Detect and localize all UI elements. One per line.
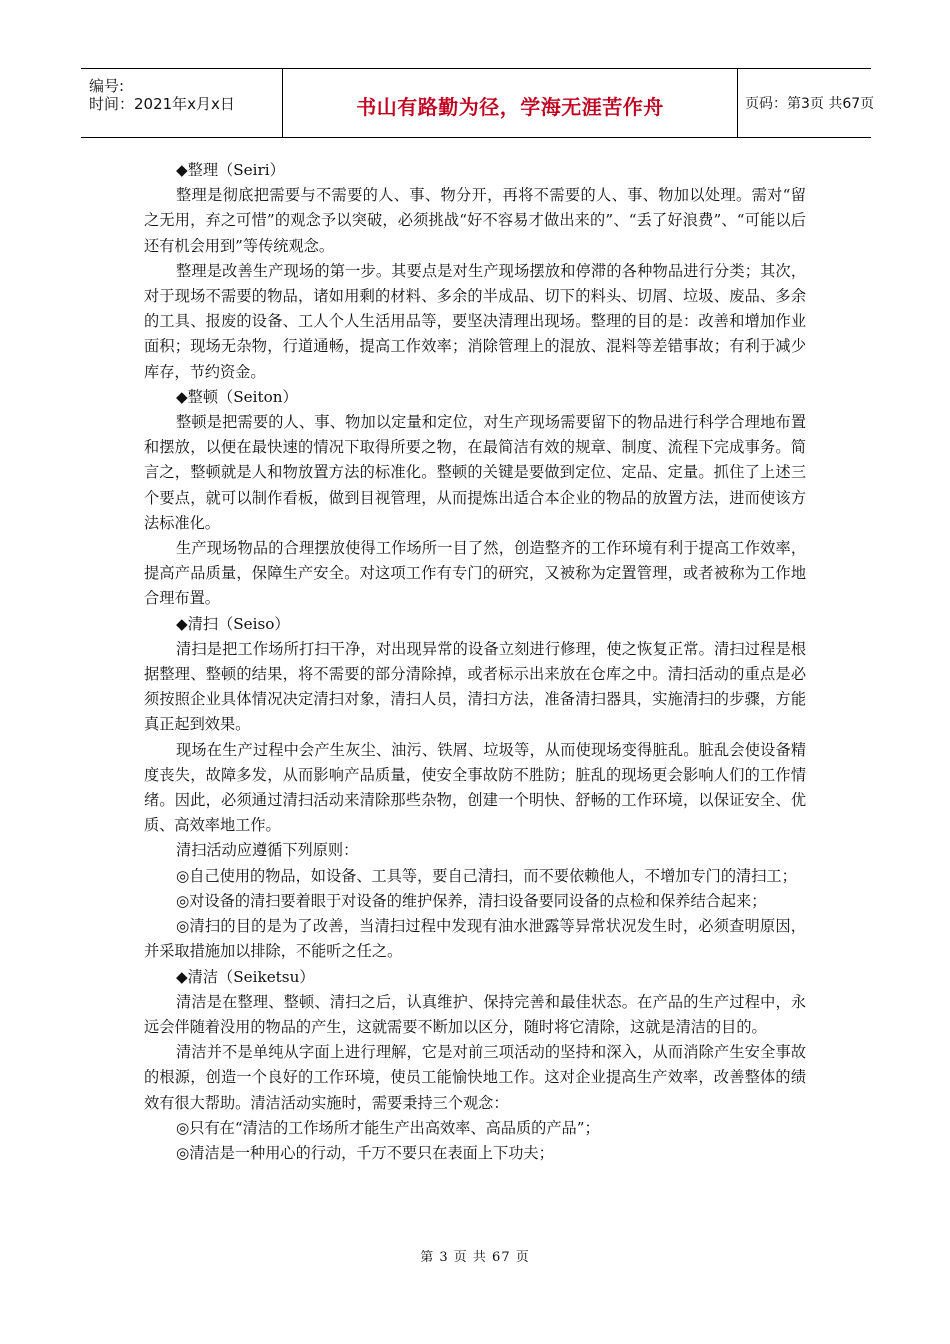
body-paragraph: ◎自己使用的物品，如设备、工具等，要自己清扫，而不要依赖他人，不增加专门的清扫工；	[176, 866, 797, 885]
section-heading: ◆整顿（Seiton）	[176, 387, 298, 406]
document-body	[144, 158, 806, 1166]
header-page-info: 页码：第3页 共67页	[745, 96, 875, 112]
body-paragraph: 现场在生产过程中会产生灰尘、油污、铁屑、垃圾等，从而使现场变得脏乱。脏乱会使设备精度丧失，故障多发，从而影响产品质量，使安全事故防不胜防；脏乱的现场更会影响人们的工作情绪。因此，必须通过清扫活动来清除那些杂物，创建一个明快、舒畅的工作环境，以保证安全、优质、高效率地工作。	[144, 740, 806, 835]
page-header	[81, 68, 875, 138]
body-paragraph: ◎只有在“清洁的工作场所才能生产出高效率、高品质的产品”；	[176, 1118, 600, 1137]
body-paragraph: ◎清扫的目的是为了改善，当清扫过程中发现有油水泄露等异常状况发生时，必须查明原因，并采取措施加以排除，不能听之任之。	[144, 917, 806, 961]
body-paragraph: 整理是彻底把需要与不需要的人、事、物分开，再将不需要的人、事、物加以处理。需对“留之无用，弃之可惜”的观念予以突破，必须挑战“好不容易才做出来的”、“丢了好浪费”、“可能以后还有机会用到”等传统观念。	[144, 186, 806, 255]
body-paragraph: 整理是改善生产现场的第一步。其要点是对生产现场摆放和停滞的各种物品进行分类；其次，对于现场不需要的物品，诸如用剩的材料、多余的半成品、切下的料头、切屑、垃圾、废品、多余的工具、报废的设备、工人个人生活用品等，要坚决清理出现场。整理的目的是：改善和增加作业面积；现场无杂物，行道通畅，提高工作效率；消除管理上的混放、混料等差错事故；有利于减少库存，节约资金。	[144, 261, 806, 381]
body-paragraph: 清扫活动应遵循下列原则：	[176, 841, 359, 860]
body-paragraph: ◎对设备的清扫要着眼于对设备的维护保养，清扫设备要同设备的点检和保养结合起来；	[176, 891, 767, 910]
body-paragraph: 清洁并不是单纯从字面上进行理解，它是对前三项活动的坚持和深入，从而消除产生安全事故的根源，创造一个良好的工作环境，使员工能愉快地工作。这对企业提高生产效率，改善整体的绩效有很大帮助。清洁活动实施时，需要秉持三个观念：	[144, 1043, 806, 1112]
body-paragraph: 整顿是把需要的人、事、物加以定量和定位，对生产现场需要留下的物品进行科学合理地布置和摆放，以便在最快速的情况下取得所要之物，在最简洁有效的规章、制度、流程下完成事务。简言之，整顿就是人和物放置方法的标准化。整顿的关键是要做到定位、定品、定量。抓住了上述三个要点，就可以制作看板，做到目视管理，从而提炼出适合本企业的物品的放置方法，进而使该方法标准化。	[144, 413, 806, 532]
header-motto: 书山有路勤为径，学海无涯苦作舟	[356, 95, 664, 119]
document-date-label: 时间：2021年x月x日	[89, 95, 235, 113]
header-page-cell	[738, 69, 875, 137]
document-number-label: 编号:	[89, 77, 125, 95]
header-motto-cell	[283, 69, 738, 137]
body-paragraph: 生产现场物品的合理摆放使得工作场所一目了然，创造整齐的工作环境有利于提高工作效率，提高产品质量，保障生产安全。对这项工作有专门的研究，又被称为定置管理，或者被称为工作地合理布置。	[144, 539, 806, 608]
section-heading: ◆清扫（Seiso）	[176, 614, 290, 633]
header-meta-cell	[81, 69, 283, 137]
page-footer: 第 3 页 共 67 页	[420, 1250, 530, 1265]
body-paragraph: 清扫是把工作场所打扫干净，对出现异常的设备立刻进行修理，使之恢复正常。清扫过程是根据整理、整顿的结果，将不需要的部分清除掉，或者标示出来放在仓库之中。清扫活动的重点是必须按照企业具体情况决定清扫对象，清扫人员，清扫方法，准备清扫器具，实施清扫的步骤，方能真正起到效果。	[144, 639, 806, 734]
section-heading: ◆清洁（Seiketsu）	[176, 967, 315, 986]
body-paragraph: 清洁是在整理、整顿、清扫之后，认真维护、保持完善和最佳状态。在产品的生产过程中，永远会伴随着没用的物品的产生，这就需要不断加以区分，随时将它清除，这就是清洁的目的。	[144, 992, 806, 1036]
body-paragraph: ◎清洁是一种用心的行动，千万不要只在表面上下功夫；	[176, 1143, 554, 1162]
section-heading: ◆整理（Seiri）	[176, 161, 285, 179]
